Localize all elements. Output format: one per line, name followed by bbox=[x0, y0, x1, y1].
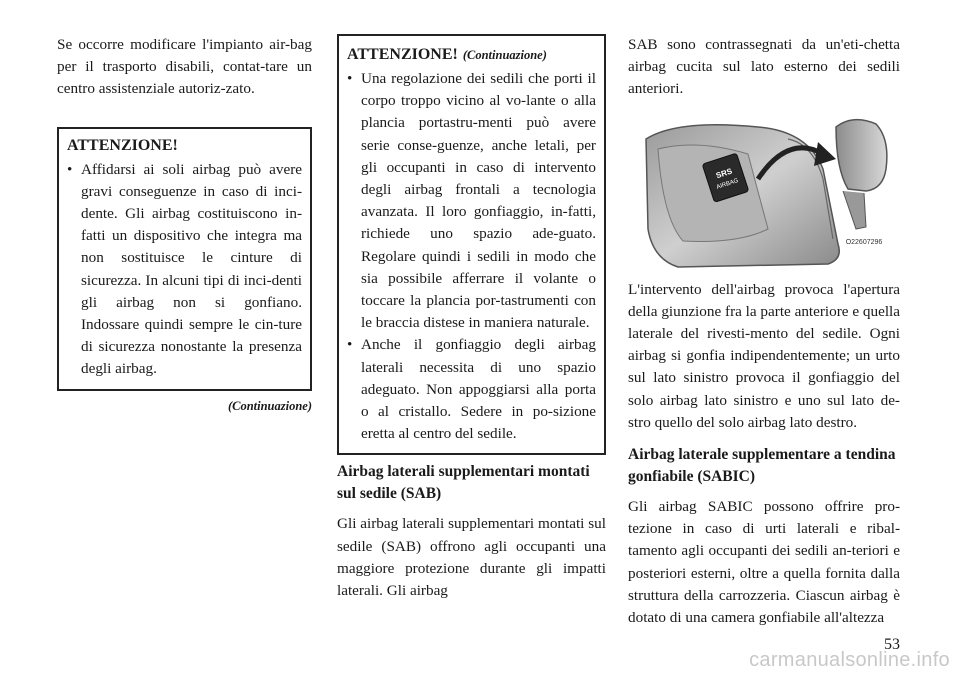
warning-title: ATTENZIONE! bbox=[67, 136, 178, 154]
sab-label-paragraph: SAB sono contrassegnati da un'eti-chetta airbag cucita sul lato esterno dei sedili anteriori. bbox=[628, 36, 900, 98]
continuation-note: (Continuazione) bbox=[227, 398, 312, 413]
column-1 bbox=[57, 34, 312, 415]
figure-code: O22607296 bbox=[845, 238, 883, 246]
seat-illustration bbox=[638, 109, 896, 269]
sabic-paragraph: Gli airbag SABIC possono offrire pro-tezione in caso di urti laterali e ribal-tamento agli occupanti dei sedili an-teriori e posteriori esterni, oltre a quella fornita dalla struttura della carrozzeria. Ciascun airbag è dotato di una camera gonfiabile all'altezza bbox=[628, 498, 900, 627]
warning-list bbox=[347, 68, 596, 445]
page-number: 53 bbox=[884, 636, 900, 653]
warning-box bbox=[57, 127, 312, 391]
seat-airbag-label-figure bbox=[638, 109, 896, 269]
column-2 bbox=[337, 34, 606, 602]
watermark: carmanualsonline.info bbox=[749, 649, 950, 671]
airbag-label-text: SRS bbox=[714, 166, 734, 180]
warning-item-seat-adjustment: • Una regolazione dei sedili che porti il corpo troppo vicino al vo-lante o alla plancia portastru-menti può avere serie conse-guenze, anche letali, per gli occupanti in caso di intervento degli airbag frontali a tecnologia avanzata. Il loro gonfiaggio, in-fatti, richiede uno spazio ade-guato. Regolare quindi i sedili in modo che sia possibile afferrare il volante o toccare la plancia por-tastrumenti con le braccia distese in maniera naturale. bbox=[347, 68, 596, 334]
warning-item: • Affidarsi ai soli airbag può avere gravi conseguenze in caso di inci-dente. Gli airbag costituiscono in-fatti un dispositivo che integra ma non sostituisce le cinture di sicurezza. In alcuni tipi di inci-denti gli airbag non si gonfiano. Indossare quindi sempre le cin-ture di sicurezza nonostante la presenza degli airbag. bbox=[67, 159, 302, 381]
warning-title-continued bbox=[347, 44, 596, 66]
section-title-sab: Airbag laterali supplementari montati sul sedile (SAB) bbox=[337, 463, 590, 503]
warning-title-text: ATTENZIONE! bbox=[347, 46, 458, 63]
airbag-deployment-paragraph: L'intervento dell'airbag provoca l'apertura della giunzione fra la parte anteriore e quella laterale del rivesti-mento del sedile. Ogni airbag si gonfia indipendentemente; un urto sul lato sinistro provoca il gonfiaggio del solo airbag lato sinistro e uno sul lato de-stro quello del solo airbag lato destro. bbox=[628, 280, 900, 431]
warning-item-side-airbag: • Anche il gonfiaggio degli airbag laterali necessita di uno spazio adeguato. Non appoggiarsi alla porta o al cristallo. Sedere in po-sizione eretta al centro del sedile. bbox=[347, 334, 596, 445]
warning-continuation-label: (Continuazione) bbox=[462, 48, 547, 62]
warning-list bbox=[67, 159, 302, 381]
intro-paragraph: Se occorre modificare l'impianto air-bag per il trasporto disabili, contat-tare un centro assistenziale autoriz-zato. bbox=[57, 36, 312, 98]
section-title-sabic: Airbag laterale supplementare a tendina gonfiabile (SABIC) bbox=[628, 446, 896, 486]
sab-paragraph: Gli airbag laterali supplementari montati sul sedile (SAB) offrono agli occupanti una maggiore protezione durante gli impatti laterali. Gli airbag bbox=[337, 515, 606, 600]
svg-text:AIRBAG: AIRBAG bbox=[715, 177, 740, 191]
column-3 bbox=[628, 34, 900, 629]
warning-box-continued bbox=[337, 34, 606, 455]
